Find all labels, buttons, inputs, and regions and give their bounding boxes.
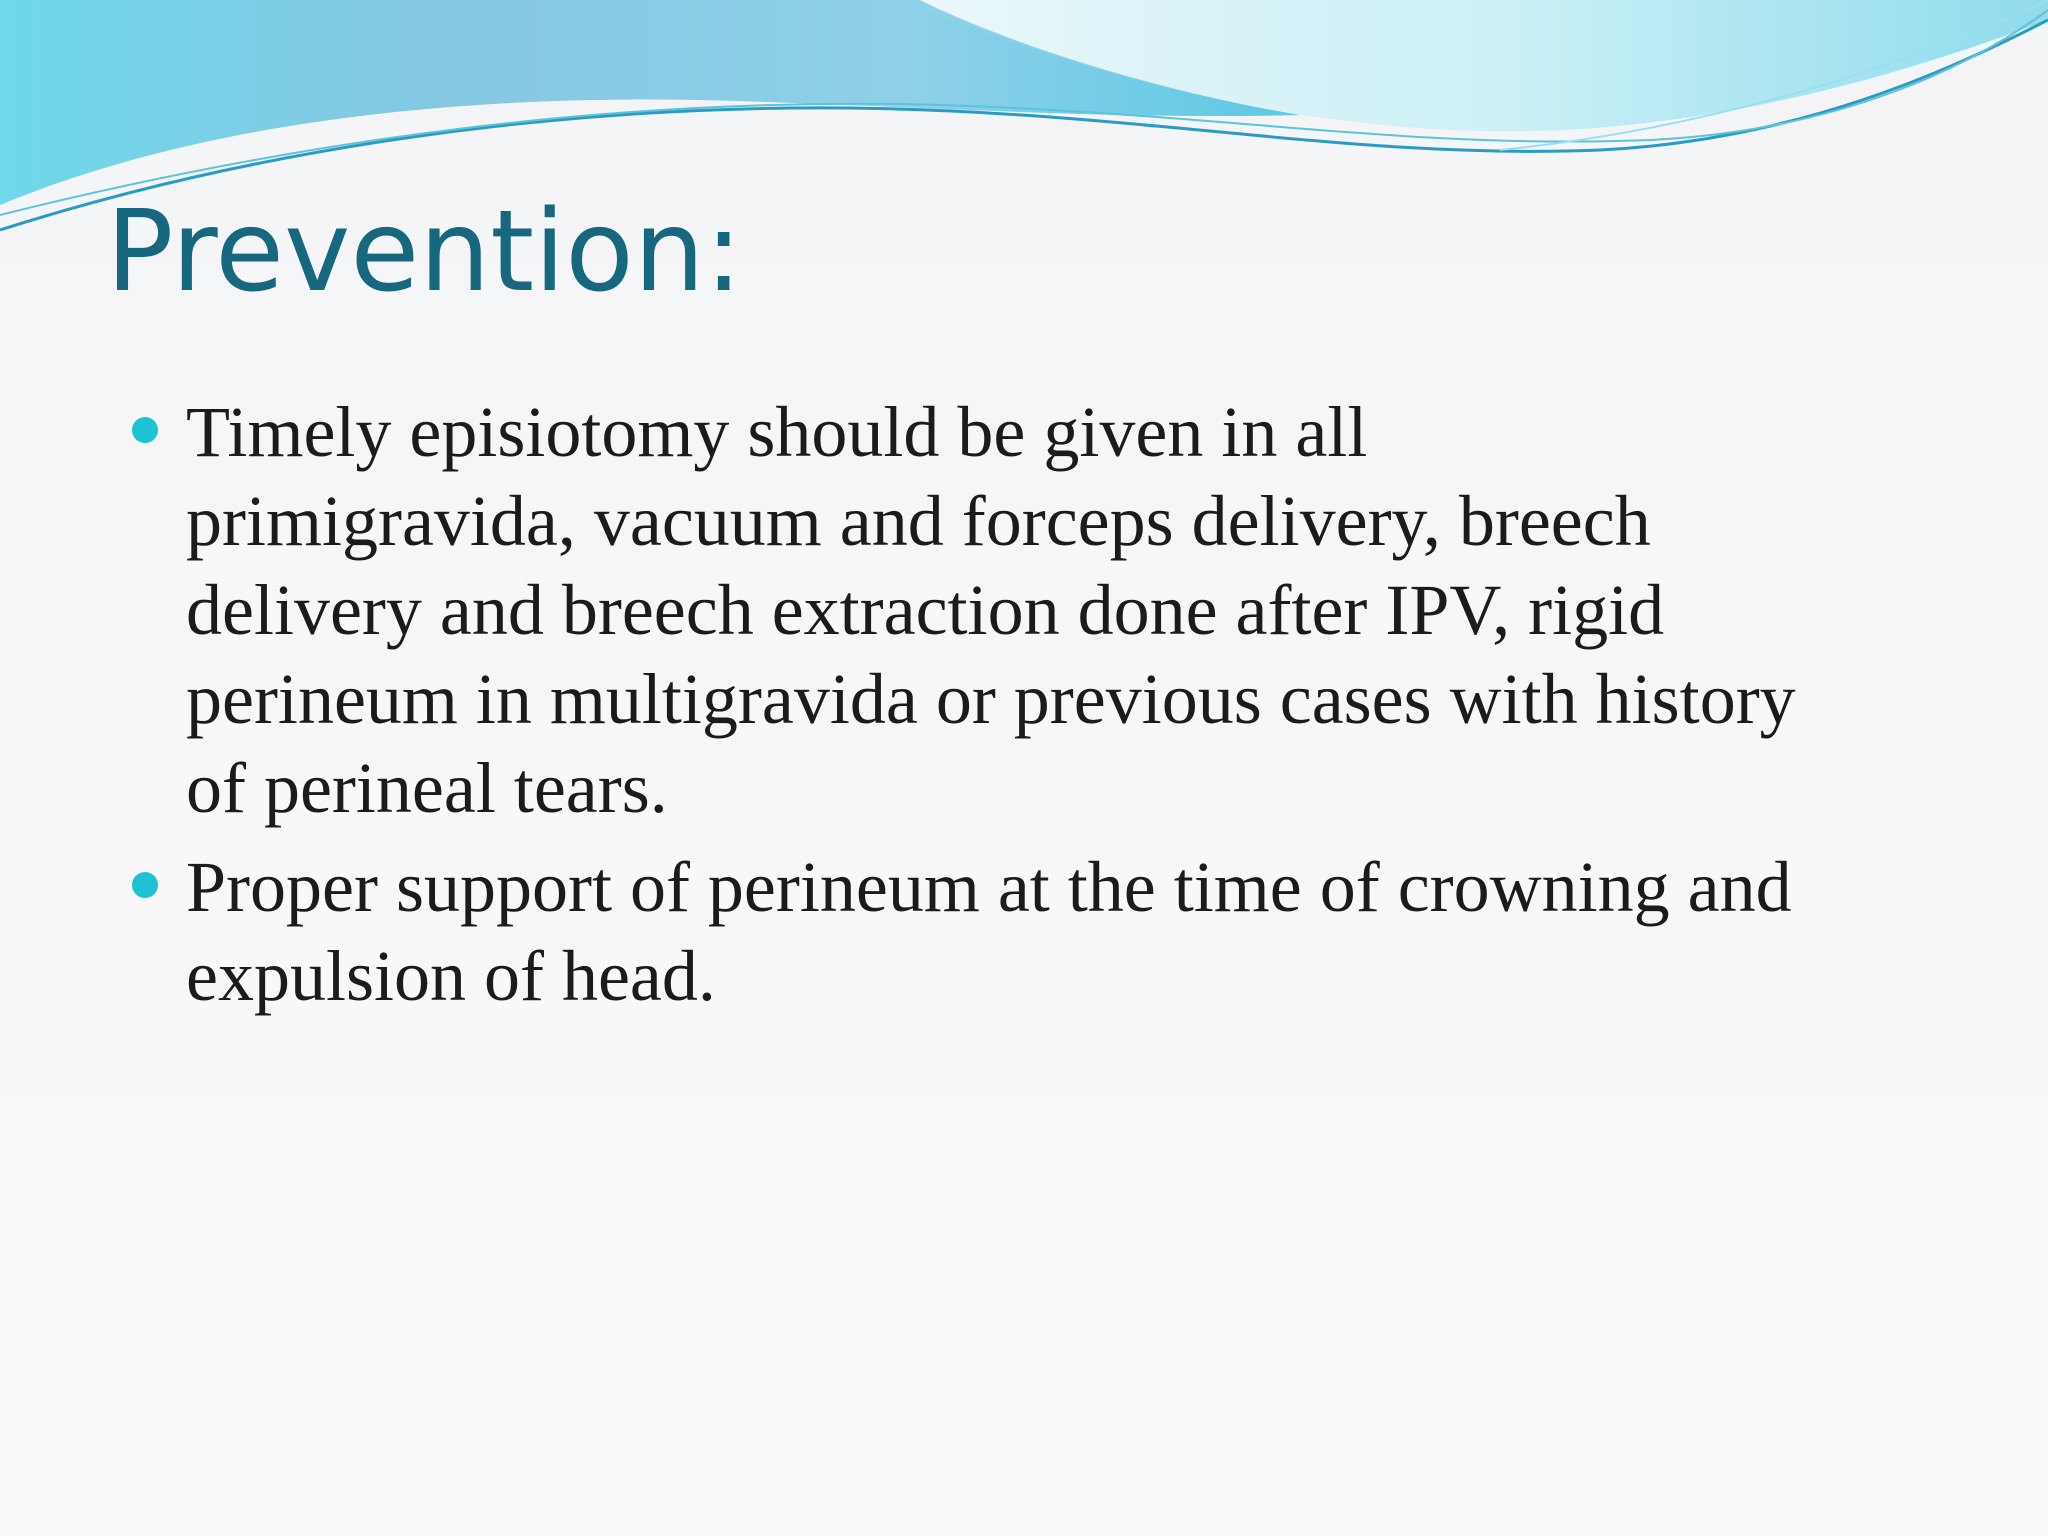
bullet-line: expulsion of head. bbox=[186, 936, 716, 1016]
bullet-line: Proper support of perineum at the time of crowning and bbox=[186, 847, 1792, 927]
bullet-line: primigravida, vacuum and forceps delivery, breech bbox=[186, 481, 1651, 561]
bullet-line: perineum in multigravida or previous cases with history bbox=[186, 659, 1796, 739]
bullet-marker-icon bbox=[132, 417, 158, 443]
bullet-line: of perineal tears. bbox=[186, 748, 668, 828]
bullet-marker-icon bbox=[132, 872, 158, 898]
slide-title: Prevention: bbox=[106, 187, 743, 317]
bullet-line: Timely episiotomy should be given in all bbox=[186, 392, 1368, 472]
bullet-line: delivery and breech extraction done after IPV, rigid bbox=[186, 570, 1665, 650]
bullet-item bbox=[126, 388, 1986, 833]
bullet-item bbox=[126, 843, 1986, 1021]
bullet-list bbox=[126, 388, 1986, 1031]
